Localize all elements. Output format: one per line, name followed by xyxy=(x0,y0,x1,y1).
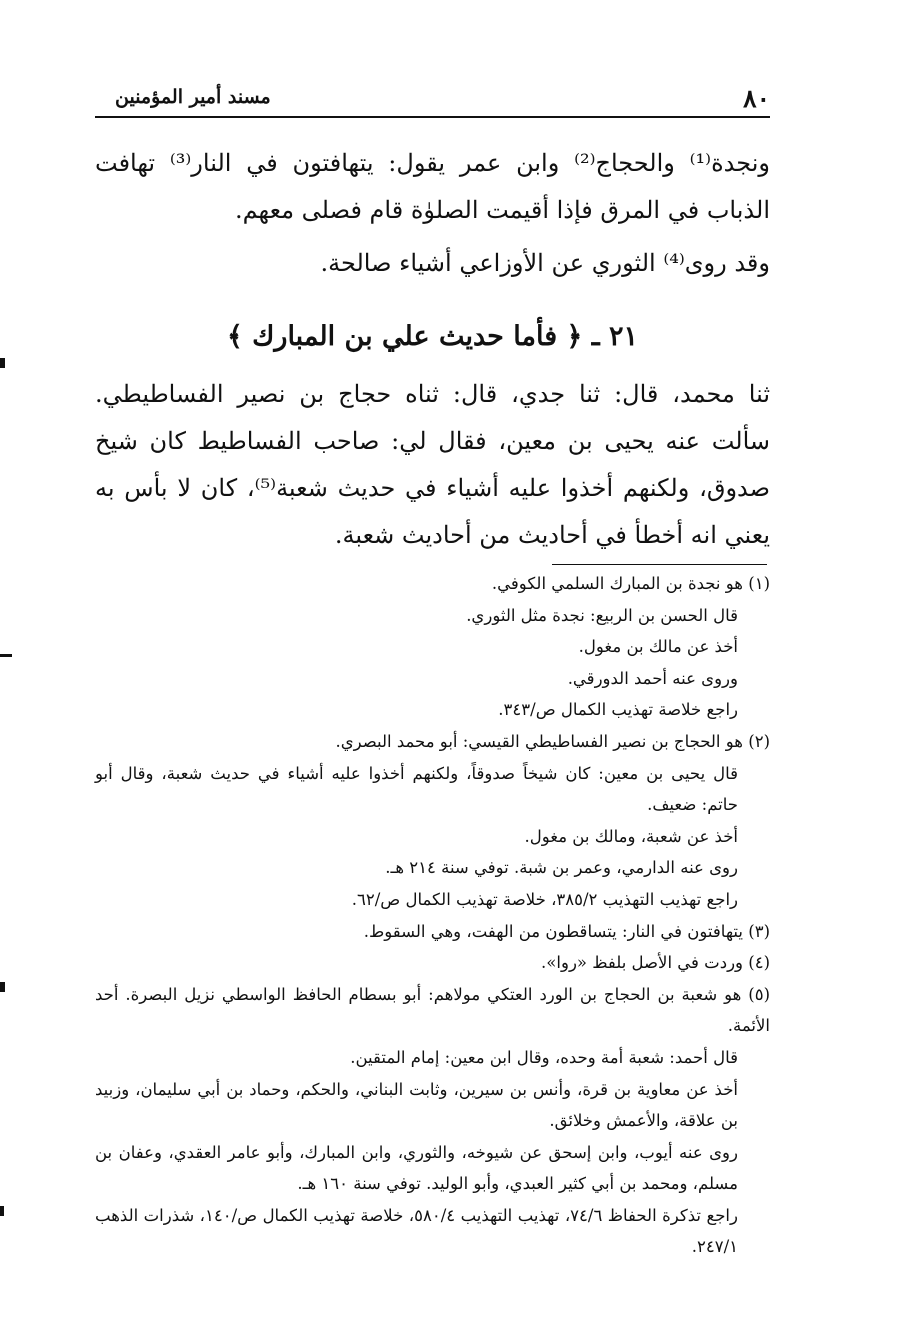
margin-mark xyxy=(0,358,5,368)
footnote-line: قال الحسن بن الربيع: نجدة مثل الثوري. xyxy=(466,605,738,625)
main-text xyxy=(95,140,770,559)
footnote-line: (٢) هو الحجاج بن نصير الفساطيطي القيسي: أبو محمد البصري. xyxy=(335,731,770,751)
footnote-line: (٥) هو شعبة بن الحجاج بن الورد العتكي مولاهم: أبو بسطام الحافظ الواسطي نزيل البصرة. أحد الأئمة. xyxy=(95,984,770,1036)
footnote-line: راجع تهذيب التهذيب ٣٨٥/٢، خلاصة تهذيب الكمال ص/٦٢. xyxy=(351,889,738,909)
section-heading: ٢١ ـ ﴿ فأما حديث علي بن المبارك ﴾ xyxy=(226,321,639,352)
footnote-line: قال أحمد: شعبة أمة وحده، وقال ابن معين: إمام المتقين. xyxy=(350,1047,738,1067)
footnote-line: وروى عنه أحمد الدورقي. xyxy=(567,668,738,688)
footnote-line: أخذ عن مالك بن مغول. xyxy=(578,637,738,657)
footnote-line: روى عنه أيوب، وابن إسحق عن شيوخه، والثوري، وابن المبارك، وأبو عامر العقدي، وعفان بن مسلم، ومحمد بن أبي كثير العبدي، وأبو الوليد. توفي سنة ١٦٠ هـ. xyxy=(95,1142,738,1194)
body-paragraph: وقد روى⁽⁴⁾ الثوري عن الأوزاعي أشياء صالحة. xyxy=(320,249,770,277)
margin-mark xyxy=(0,654,12,657)
footnote-line: أخذ عن معاوية بن قرة، وأنس بن سيرين، وثابت البناني، والحكم، وحماد بن أبي سليمان، وزبيد بن علاقة، والأعمش وخلائق. xyxy=(95,1079,738,1131)
footnote-separator xyxy=(552,564,767,565)
footnote-line: قال يحيى بن معين: كان شيخاً صدوقاً، ولكنهم أخذوا عليه أشياء في حديث شعبة، وقال أبو حاتم: ضعيف. xyxy=(95,763,738,815)
footnote-line: راجع تذكرة الحفاظ ٧٤/٦، تهذيب التهذيب ٥٨٠/٤، خلاصة تهذيب الكمال ص/١٤٠، شذرات الذهب ٢٤٧/١. xyxy=(95,1205,738,1257)
footnote-line: أخذ عن شعبة، ومالك بن مغول. xyxy=(524,826,738,846)
running-title: مسند أمير المؤمنين xyxy=(115,86,271,108)
footnote-line: راجع خلاصة تهذيب الكمال ص/٣٤٣. xyxy=(498,700,738,720)
margin-mark xyxy=(0,982,5,992)
footnote-line: (٤) وردت في الأصل بلفظ «روا». xyxy=(541,953,770,973)
margin-mark xyxy=(0,1206,4,1216)
section-paragraph: ثنا محمد، قال: ثنا جدي، قال: ثناه حجاج بن نصير الفساطيطي. سألت عنه يحيى بن معين، فقال لي: صاحب الفساطيط كان شيخ صدوق، ولكنهم أخذوا عليه أشياء في حديث شعبة⁽⁵⁾، كان لا بأس به يعني انه أخطأ في أحاديث من أحاديث شعبة. xyxy=(95,380,771,549)
footnotes xyxy=(95,568,770,1263)
body-paragraph: ونجدة⁽¹⁾ والحجاج⁽²⁾ وابن عمر يقول: يتهافتون في النار⁽³⁾ تهافت الذباب في المرق فإذا أقيمت الصلوٰة قام فصلى معهم. xyxy=(95,149,770,224)
footnote-line: (١) هو نجدة بن المبارك السلمي الكوفي. xyxy=(491,574,770,593)
page-header xyxy=(95,78,770,118)
footnote-line: روى عنه الدارمي، وعمر بن شبة. توفي سنة ٢١٤ هـ. xyxy=(385,858,738,878)
footnote-line: (٣) يتهافتون في النار: يتساقطون من الهفت، وهي السقوط. xyxy=(363,921,770,941)
page-number: ٨٠ xyxy=(743,84,770,113)
